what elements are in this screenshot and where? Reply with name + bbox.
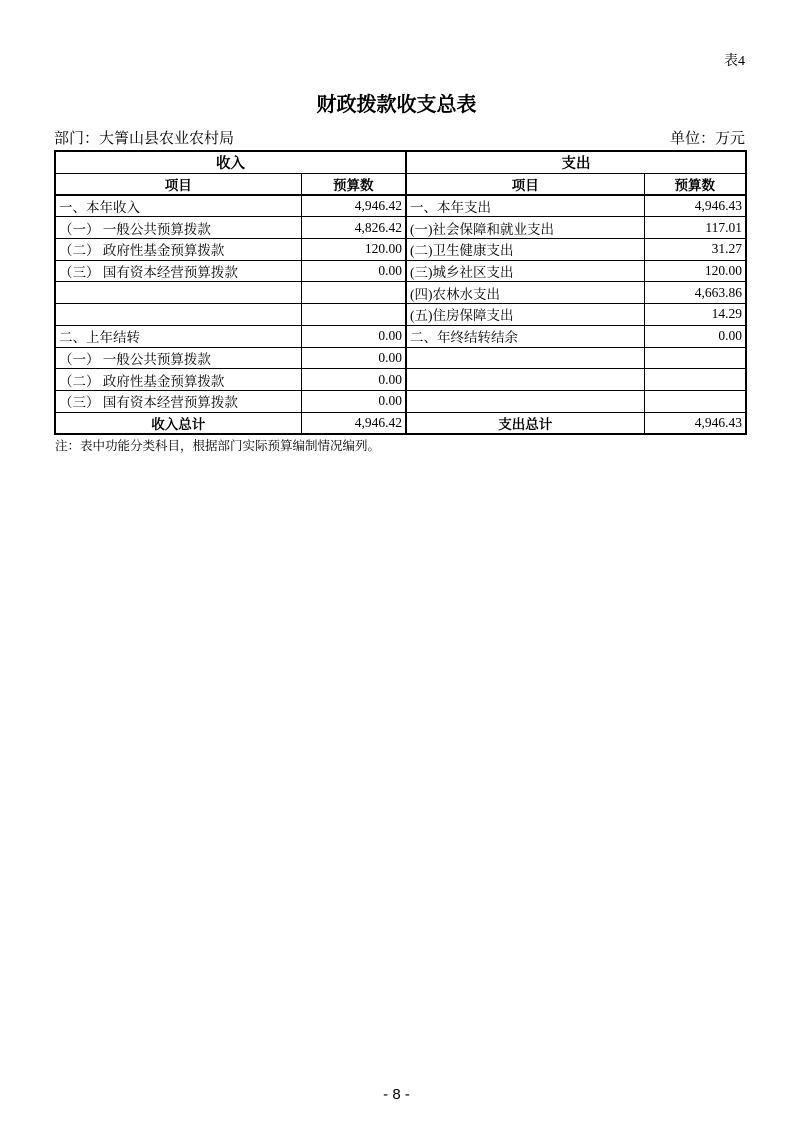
expense-section-header: 支出 bbox=[406, 151, 746, 174]
totals-row bbox=[55, 412, 746, 434]
table-row bbox=[55, 260, 746, 282]
table-row bbox=[55, 239, 746, 261]
table-row bbox=[55, 390, 746, 412]
table-row bbox=[55, 195, 746, 217]
income-item-cell: （一） 一般公共预算拨款 bbox=[55, 217, 301, 239]
expense-value-cell: 0.00 bbox=[644, 325, 746, 347]
income-value-cell: 0.00 bbox=[301, 390, 406, 412]
expense-value-cell bbox=[644, 369, 746, 391]
table-row bbox=[55, 217, 746, 239]
income-value-cell: 120.00 bbox=[301, 239, 406, 261]
expense-item-cell: (四)农林水支出 bbox=[406, 282, 644, 304]
expense-item-cell: 一、本年支出 bbox=[406, 195, 644, 217]
expense-total-label: 支出总计 bbox=[406, 412, 644, 434]
expense-item-cell: (五)住房保障支出 bbox=[406, 304, 644, 326]
income-total-value: 4,946.42 bbox=[301, 412, 406, 434]
table-row bbox=[55, 304, 746, 326]
column-header-row bbox=[55, 174, 746, 196]
income-item-cell bbox=[55, 304, 301, 326]
expense-item-cell: (三)城乡社区支出 bbox=[406, 260, 644, 282]
fiscal-summary-table bbox=[54, 150, 747, 435]
page-number: - 8 - bbox=[383, 1086, 410, 1103]
expense-value-cell: 117.01 bbox=[644, 217, 746, 239]
income-item-cell bbox=[55, 282, 301, 304]
income-value-cell bbox=[301, 282, 406, 304]
income-value-cell: 0.00 bbox=[301, 260, 406, 282]
income-value-cell: 0.00 bbox=[301, 325, 406, 347]
income-budget-column-header: 预算数 bbox=[301, 174, 406, 196]
section-header-row bbox=[55, 151, 746, 174]
expense-item-column-header: 项目 bbox=[406, 174, 644, 196]
expense-item-cell bbox=[406, 390, 644, 412]
table-number-label: 表4 bbox=[724, 54, 745, 69]
document-title: 财政拨款收支总表 bbox=[316, 94, 477, 116]
income-value-cell: 4,946.42 bbox=[301, 195, 406, 217]
table-row bbox=[55, 369, 746, 391]
expense-value-cell bbox=[644, 390, 746, 412]
expense-value-cell: 4,663.86 bbox=[644, 282, 746, 304]
expense-value-cell: 31.27 bbox=[644, 239, 746, 261]
income-value-cell: 4,826.42 bbox=[301, 217, 406, 239]
income-item-cell: （三） 国有资本经营预算拨款 bbox=[55, 260, 301, 282]
table-meta-row bbox=[54, 127, 745, 148]
table-row bbox=[55, 347, 746, 369]
department-label: 部门：大箐山县农业农村局 bbox=[54, 131, 235, 147]
table-row bbox=[55, 282, 746, 304]
expense-item-cell bbox=[406, 369, 644, 391]
income-item-cell: （一） 一般公共预算拨款 bbox=[55, 347, 301, 369]
income-item-column-header: 项目 bbox=[55, 174, 301, 196]
income-item-cell: 一、本年收入 bbox=[55, 195, 301, 217]
expense-item-cell: (二)卫生健康支出 bbox=[406, 239, 644, 261]
income-item-cell: （二） 政府性基金预算拨款 bbox=[55, 239, 301, 261]
expense-item-cell bbox=[406, 347, 644, 369]
table-note: 注：表中功能分类科目，根据部门实际预算编制情况编列。 bbox=[55, 439, 381, 453]
table-row bbox=[55, 325, 746, 347]
income-total-label: 收入总计 bbox=[55, 412, 301, 434]
expense-item-cell: 二、年终结转结余 bbox=[406, 325, 644, 347]
income-value-cell: 0.00 bbox=[301, 347, 406, 369]
income-item-cell: 二、上年结转 bbox=[55, 325, 301, 347]
expense-value-cell: 4,946.43 bbox=[644, 195, 746, 217]
income-section-header: 收入 bbox=[55, 151, 406, 174]
income-value-cell bbox=[301, 304, 406, 326]
income-item-cell: （二） 政府性基金预算拨款 bbox=[55, 369, 301, 391]
expense-value-cell: 14.29 bbox=[644, 304, 746, 326]
income-item-cell: （三） 国有资本经营预算拨款 bbox=[55, 390, 301, 412]
expense-total-value: 4,946.43 bbox=[644, 412, 746, 434]
unit-label: 单位：万元 bbox=[669, 131, 745, 147]
expense-item-cell: (一)社会保障和就业支出 bbox=[406, 217, 644, 239]
expense-value-cell: 120.00 bbox=[644, 260, 746, 282]
expense-value-cell bbox=[644, 347, 746, 369]
income-value-cell: 0.00 bbox=[301, 369, 406, 391]
expense-budget-column-header: 预算数 bbox=[644, 174, 746, 196]
